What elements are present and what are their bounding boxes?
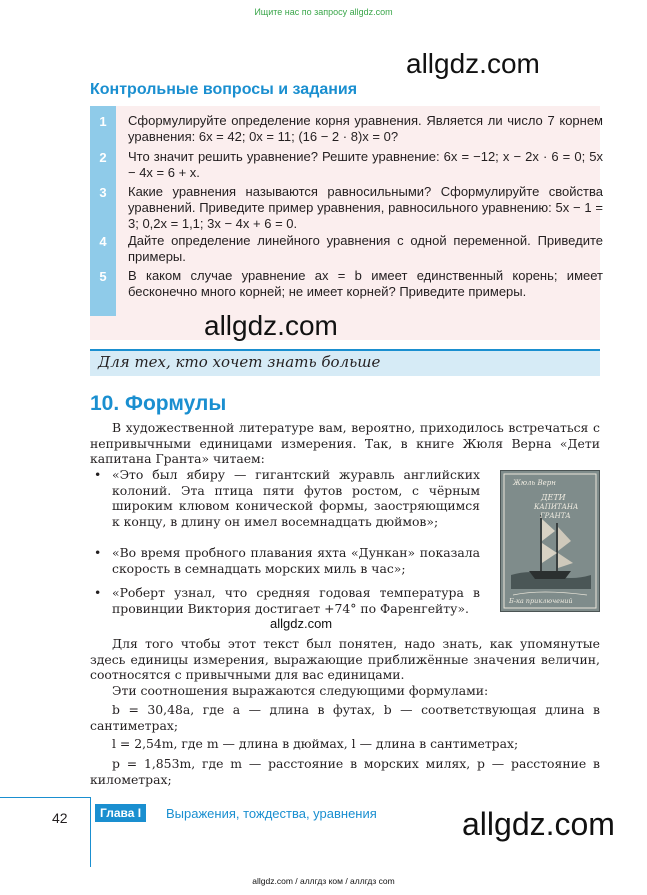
- watermark: allgdz.com: [462, 806, 615, 842]
- section-title: Контрольные вопросы и задания: [90, 81, 358, 98]
- question-text: Какие уравнения называются равносильными? Сформулируйте свойства уравнений. Приведите пример уравнения, равносильного уравнению: 5x − 1 = 3; 0,2x = 1,1; 3x − 4x + 6 = 0.: [128, 184, 603, 231]
- footer-divider: [0, 797, 90, 798]
- book-author: Жюль Верн: [513, 479, 556, 487]
- watermark: allgdz.com: [204, 310, 338, 341]
- book-cover-image: [500, 470, 600, 612]
- question-number: 4: [99, 234, 107, 249]
- footer-vertical-divider: [90, 797, 91, 867]
- quote-text: «Роберт узнал, что средняя годовая температура в провинции Виктория достигает +74° по Фаренгейту».: [112, 585, 480, 616]
- book-title-line3: ГРАНТА: [540, 512, 571, 520]
- book-title-line2: КАПИТАНА: [534, 503, 579, 511]
- question-number: 2: [99, 150, 107, 165]
- formula-1: b = 30,48a, где a — длина в футах, b — соответствующая длина в сантиметрах;: [90, 702, 600, 733]
- intro-paragraph: В художественной литературе вам, вероятно, приходилось встречаться с непривычными единицами измерения. Так, в книге Жюля Верна «Дети капитана Гранта» читаем:: [90, 420, 600, 467]
- paragraph-3: Эти соотношения выражаются следующими формулами:: [112, 683, 489, 698]
- watermark: allgdz.com: [406, 48, 540, 79]
- question-text: В каком случае уравнение ax = b имеет единственный корень; имеет бесконечно много корней; не имеет корней? Приведите примеры.: [128, 268, 603, 299]
- question-number: 1: [99, 114, 107, 129]
- chapter-title: Выражения, тождества, уравнения: [166, 806, 377, 821]
- watermark: allgdz.com: [270, 616, 333, 631]
- questions-number-strip: [90, 106, 116, 316]
- bullet-icon: •: [94, 467, 102, 482]
- quote-text: «Во время пробного плавания яхта «Дункан» показала скорость в семнадцать морских миль в час»;: [112, 545, 480, 576]
- banner-text: Для тех, кто хочет знать больше: [98, 353, 381, 371]
- quote-item: [90, 585, 480, 616]
- quote-item: [90, 467, 480, 529]
- bullet-icon: •: [94, 585, 102, 600]
- extra-info-banner: [90, 349, 600, 376]
- chapter-badge: Глава I: [95, 804, 146, 822]
- formula-2: l = 2,54m, где m — длина в дюймах, l — длина в сантиметрах;: [112, 736, 519, 751]
- book-series: Б-ка приключений: [509, 597, 573, 605]
- page-number: 42: [52, 810, 68, 826]
- question-text: Сформулируйте определение корня уравнения. Является ли число 7 корнем уравнения: 6x = 42; 0x = 11; (16 − 2 · 8)x = 0?: [128, 113, 603, 144]
- question-number: 3: [99, 185, 107, 200]
- quote-item: [90, 545, 480, 576]
- question-text: Что значит решить уравнение? Решите уравнение: 6x = −12; x − 2x · 6 = 0; 5x − 4x = 6 + x.: [128, 149, 603, 180]
- question-text: Дайте определение линейного уравнения с одной переменной. Приведите примеры.: [128, 233, 603, 264]
- question-number: 5: [99, 269, 107, 284]
- ship-illustration: [501, 471, 599, 611]
- book-title-line1: ДЕТИ: [541, 493, 566, 502]
- quote-text: «Это был ябиру — гигантский журавль английских колоний. Эта птица пяти футов ростом, с чёрным широким клювом конической формы, заостряющимся к концу, в длину он имел восемнадцать дюймов»;: [112, 467, 480, 529]
- header-note: Ищите нас по запросу allgdz.com: [254, 7, 393, 17]
- bullet-icon: •: [94, 545, 102, 560]
- bottom-note: allgdz.com / аллгдз ком / аллгдз com: [252, 876, 395, 886]
- chapter-heading: 10. Формулы: [90, 392, 227, 415]
- paragraph-2: Для того чтобы этот текст был понятен, надо знать, как упомянутые здесь единицы измерения, выражающие приближённые значения величин, соотносятся с привычными для вас единицами.: [90, 636, 600, 683]
- formula-3: p = 1,853m, где m — расстояние в морских милях, p — расстояние в километрах;: [90, 756, 600, 787]
